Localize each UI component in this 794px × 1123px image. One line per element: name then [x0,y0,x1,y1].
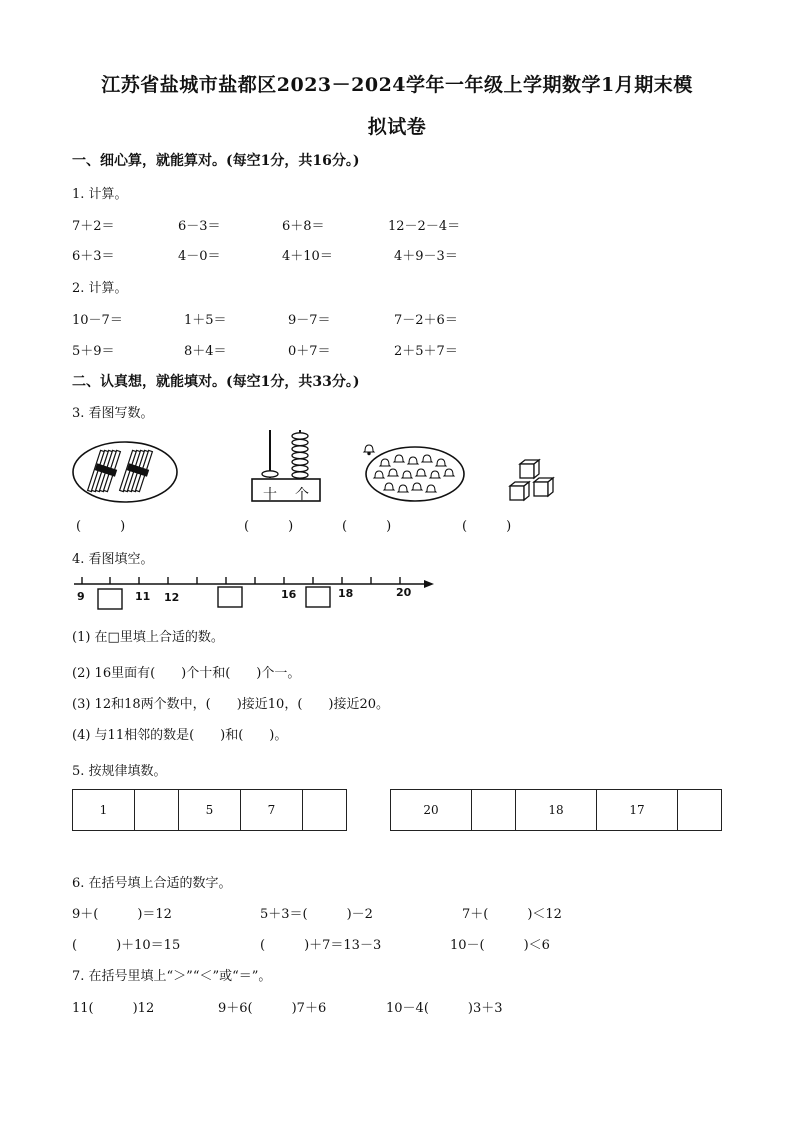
cubes-picture [508,460,558,504]
sequence-cell: 5 [179,790,241,831]
q1-label: 1. 计算。 [72,187,128,202]
sequence-cell: 20 [391,790,472,831]
q1-expr: 6－3＝ [178,219,221,234]
number-line [72,572,437,612]
q3-answer-blank[interactable]: ( ) [342,519,392,534]
q2-expr: 1＋5＝ [184,313,227,328]
sequence-table-1 [72,789,347,831]
q4-sub1: (1) 在□里填上合适的数。 [72,630,224,645]
numberline-answer-box [218,587,242,607]
abacus-ones-label: 个 [295,487,309,503]
q1-expr: 4＋10＝ [282,249,333,264]
q4-sub3: (3) 12和18两个数中，( )接近10，( )接近20。 [72,697,390,712]
sequence-cell: 1 [73,790,135,831]
numberline-label: 12 [164,591,180,604]
q2-expr: 8＋4＝ [184,344,227,359]
q3-answer-blank[interactable]: ( ) [244,519,294,534]
q4-label: 4. 看图填空。 [72,552,154,567]
q1-expr: 4－0＝ [178,249,221,264]
sequence-cell-blank[interactable] [135,790,179,831]
q6-expr: ( )＋7＝13－3 [260,938,382,953]
sequence-cell: 17 [597,790,678,831]
sequence-cell: 7 [241,790,303,831]
q7-expr: 11( )12 [72,1001,155,1016]
numberline-label: 16 [281,588,297,601]
q3-label: 3. 看图写数。 [72,406,154,421]
q2-expr: 5＋9＝ [72,344,115,359]
q7-label: 7. 在括号里填上“＞”“＜”或“＝”。 [72,969,272,984]
sequence-cell-blank[interactable] [678,790,722,831]
sequence-cell-blank[interactable] [472,790,516,831]
q6-expr: ( )＋10＝15 [72,938,181,953]
sequence-table-2 [390,789,722,831]
numberline-label: 20 [396,586,412,599]
sequence-cell-blank[interactable] [303,790,347,831]
q2-expr: 9－7＝ [288,313,331,328]
q6-label: 6. 在括号填上合适的数字。 [72,876,232,891]
q7-expr: 10－4( )3＋3 [386,1001,503,1016]
q1-expr: 6＋8＝ [282,219,325,234]
q4-sub2: (2) 16里面有( )个十和( )个一。 [72,666,301,681]
section2-heading: 二、认真想，就能填对。(每空1分，共33分。) [72,374,360,390]
sequence-cell: 18 [516,790,597,831]
section1-heading: 一、细心算，就能算对。(每空1分，共16分。) [72,153,360,169]
q6-expr: 7＋( )＜12 [462,907,562,922]
abacus-tens-label: 十 [263,487,277,503]
q3-answer-blank[interactable]: ( ) [76,519,126,534]
numberline-answer-box [306,587,330,607]
q1-expr: 12－2－4＝ [388,219,461,234]
paper-title-line2: 拟试卷 [367,116,427,138]
paper-title-line1: 江苏省盐城市盐都区2023－2024学年一年级上学期数学1月期末模 [101,74,693,96]
q1-expr: 7＋2＝ [72,219,115,234]
numberline-answer-box [98,589,122,609]
q6-expr: 9＋( )＝12 [72,907,172,922]
q2-expr: 7－2＋6＝ [394,313,458,328]
q2-expr: 10－7＝ [72,313,123,328]
q5-label: 5. 按规律填数。 [72,764,167,779]
bells-picture [365,445,465,503]
q1-expr: 4＋9－3＝ [394,249,458,264]
numberline-label: 11 [135,590,151,603]
q3-answer-blank[interactable]: ( ) [462,519,512,534]
numberline-label: 18 [338,587,354,600]
q2-label: 2. 计算。 [72,281,128,296]
q2-expr: 0＋7＝ [288,344,331,359]
q4-sub4: (4) 与11相邻的数是( )和( )。 [72,728,288,743]
q1-expr: 6＋3＝ [72,249,115,264]
q6-expr: 5＋3＝( )－2 [260,907,373,922]
q6-expr: 10－( )＜6 [450,938,550,953]
abacus-picture [250,428,322,504]
q2-expr: 2＋5＋7＝ [394,344,458,359]
numberline-label: 9 [77,590,85,603]
q7-expr: 9＋6( )7＋6 [218,1001,327,1016]
stick-bundles-picture [72,440,178,504]
